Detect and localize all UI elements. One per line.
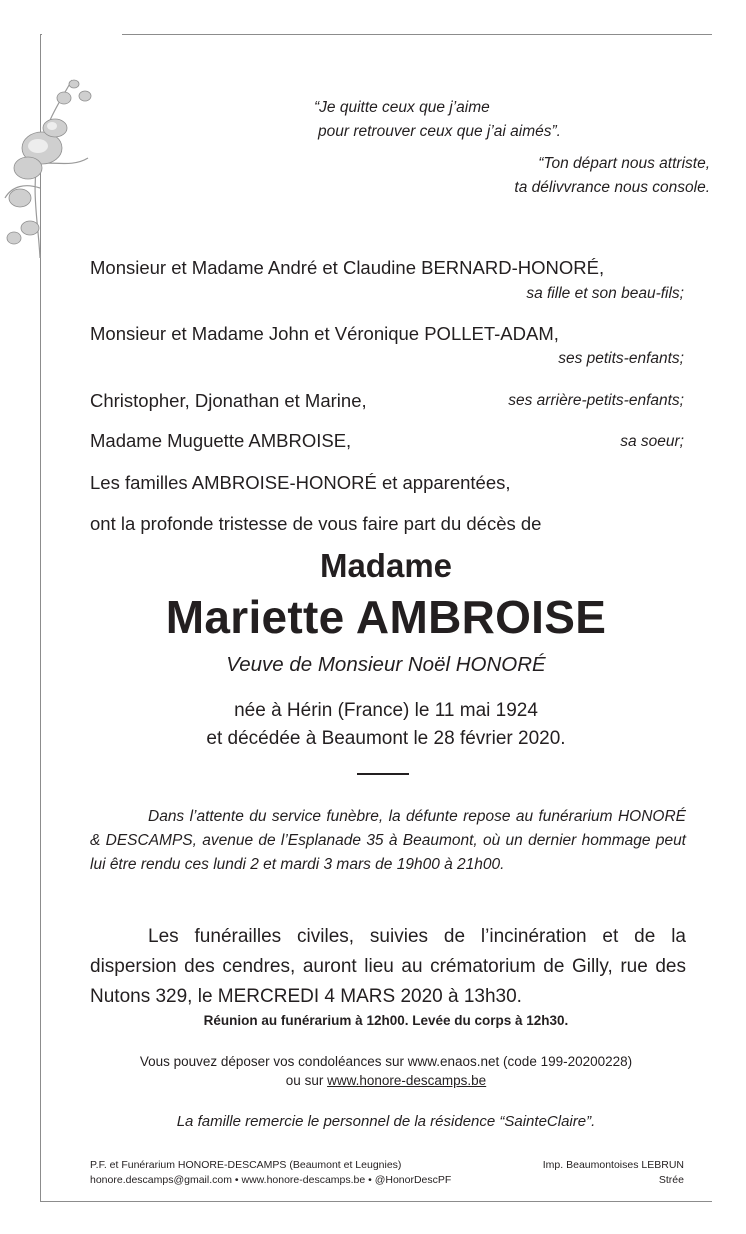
family-relation-4: sa soeur; — [620, 433, 684, 450]
quote-2-line-2: ta délivvrance nous console. — [514, 179, 710, 196]
family-relation-2: ses petits-enfants; — [558, 350, 684, 367]
family-member-1: Monsieur et Madame André et Claudine BERNARD-HONORÉ, — [90, 257, 605, 278]
announcement: ont la profonde tristesse de vous faire part du décès de — [90, 513, 542, 534]
condolences-prefix: ou sur — [285, 1073, 324, 1088]
flower-illustration — [0, 68, 110, 268]
footer-printer-town: Strée — [658, 1174, 684, 1186]
widow-of: Veuve de Monsieur Noël HONORÉ — [226, 653, 546, 676]
thanks-note: La famille remercie le personnel de la résidence “SainteClaire”. — [176, 1113, 596, 1130]
family-relation-1: sa fille et son beau-fils; — [526, 285, 684, 302]
family-member-2: Monsieur et Madame John et Véronique POLLET-ADAM, — [90, 323, 559, 344]
family-member-5: Les familles AMBROISE-HONORÉ et apparentées, — [90, 472, 511, 493]
footer-printer: Imp. Beaumontoises LEBRUN — [542, 1159, 684, 1171]
death-info: et décédée à Beaumont le 28 février 2020. — [206, 728, 566, 749]
deceased-name: Mariette AMBROISE — [165, 591, 607, 643]
quote-1-line-1: “Je quitte ceux que j’aime — [314, 99, 490, 116]
quote-1-line-2: pour retrouver ceux que j’ai aimés”. — [318, 123, 561, 140]
divider — [357, 773, 409, 775]
condolences-line-1: Vous pouvez déposer vos condoléances sur www.enaos.net (code 199-20200228) — [139, 1054, 633, 1069]
funeral-paragraph: Les funérailles civiles, suivies de l’incinération et de la dispersion des cendres, auront lieu au crématorium de Gilly, rue des Nutons 329, le MERCREDI 4 MARS 2020 à 13h30. — [90, 926, 686, 1007]
page-border-top — [40, 34, 712, 35]
footer-contacts: honore.descamps@gmail.com • www.honore-descamps.be • @HonorDescPF — [90, 1174, 452, 1186]
wake-paragraph: Dans l’attente du service funèbre, la défunte repose au funérarium HONORÉ & DESCAMPS, avenue de l’Esplanade 35 à Beaumont, où un dernier hommage peut lui être rendu ces lundi 2 et mardi 3 mars de 19h00 à 21h00. — [90, 808, 686, 873]
birth-info: née à Hérin (France) le 11 mai 1924 — [234, 700, 538, 721]
family-member-4: Madame Muguette AMBROISE, — [90, 430, 352, 451]
meeting-info: Réunion au funérarium à 12h00. Levée du corps à 12h30. — [203, 1013, 569, 1028]
condolences-line-2 — [40, 1073, 732, 1088]
quote-2-line-1: “Ton départ nous attriste, — [538, 155, 710, 172]
footer-funeral-home: P.F. et Funérarium HONORE-DESCAMPS (Beaumont et Leugnies) — [90, 1159, 402, 1171]
condolences-link[interactable]: www.honore-descamps.be — [327, 1073, 487, 1088]
deceased-title: Madame — [319, 547, 453, 584]
family-relation-3: ses arrière-petits-enfants; — [508, 392, 684, 409]
family-member-3: Christopher, Djonathan et Marine, — [90, 390, 367, 411]
